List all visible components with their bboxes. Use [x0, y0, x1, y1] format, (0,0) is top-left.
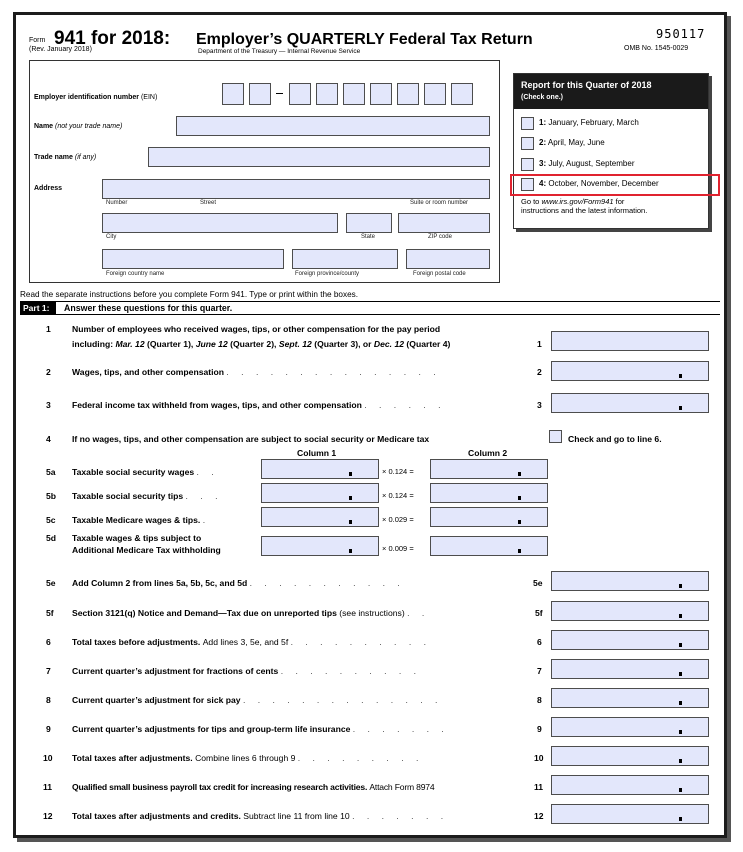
quarter-box-title: Report for this Quarter of 2018: [521, 80, 652, 90]
line-5a-text: Taxable social security wages . .: [72, 467, 219, 477]
ein-digit-5[interactable]: [343, 83, 365, 105]
line-1-ref: 1: [537, 339, 542, 349]
line-5b-column-2-field[interactable]: [430, 483, 548, 503]
line-5e-ref: 5e: [533, 578, 543, 588]
quarter-2-checkbox[interactable]: [521, 137, 534, 150]
line-9-text: Current quarter’s adjustments for tips and group-term life insurance . . . . . . .: [72, 724, 449, 734]
quarter-4-label: 4: October, November, December: [539, 179, 659, 188]
street-address-field[interactable]: [102, 179, 490, 199]
line-5f-ref: 5f: [535, 608, 543, 618]
line-5d-column-2-field[interactable]: [430, 536, 548, 556]
line-3-text: Federal income tax withheld from wages, tips, and other compensation . . . . . .: [72, 400, 446, 410]
line-12-ref: 12: [534, 811, 544, 821]
line-2-text: Wages, tips, and other compensation . . . . . . . . . . . . . . .: [72, 367, 441, 377]
line-5d-text-b: Additional Medicare Tax withholding: [72, 545, 221, 555]
ein-dash: [276, 93, 283, 94]
part1-rule-top: [20, 301, 720, 302]
line-3-field[interactable]: [551, 393, 709, 413]
address-label: Address: [34, 185, 63, 192]
line-9-ref: 9: [537, 724, 542, 734]
column-2-header: Column 2: [468, 448, 508, 458]
line-5b-number: 5b: [46, 491, 57, 501]
line-7-text: Current quarter’s adjustment for fractions of cents . . . . . . . . . .: [72, 666, 422, 676]
form-title: 941 for 2018:: [54, 28, 171, 49]
ein-digit-7[interactable]: [397, 83, 419, 105]
ein-digit-1[interactable]: [222, 83, 244, 105]
line-4-number: 4: [46, 434, 51, 444]
line-5d-column-1-field[interactable]: [261, 536, 379, 556]
identification-block: [29, 60, 500, 283]
line-6-number: 6: [46, 637, 51, 647]
foreign-country-field[interactable]: [102, 249, 284, 269]
department-line: Department of the Treasury — Internal Revenue Service: [198, 48, 361, 55]
form-941-page: [13, 12, 727, 838]
part1-title: Answer these questions for this quarter.: [64, 303, 233, 313]
rev-date: (Rev. January 2018): [29, 46, 92, 53]
line-6-text: Total taxes before adjustments. Add lines 3, 5e, and 5f . . . . . . . . . .: [72, 637, 431, 647]
line-3-ref: 3: [537, 400, 542, 410]
line-5a-rate: × 0.124 =: [382, 467, 414, 476]
line-8-text: Current quarter’s adjustment for sick pay . . . . . . . . . . . . . .: [72, 695, 443, 705]
ein-digit-6[interactable]: [370, 83, 392, 105]
foreign-postal-field[interactable]: [406, 249, 490, 269]
line-5b-column-1-field[interactable]: [261, 483, 379, 503]
line-12-number: 12: [43, 811, 53, 821]
ein-digit-2[interactable]: [249, 83, 271, 105]
foreign-country-caption: Foreign country name: [106, 271, 165, 277]
line-5d-number: 5d: [46, 533, 57, 543]
line-5f-number: 5f: [46, 608, 54, 618]
trade-name-label: Trade name (if any): [34, 154, 97, 161]
foreign-province-field[interactable]: [292, 249, 398, 269]
quarter-1-checkbox[interactable]: [521, 117, 534, 130]
line-5a-column-1-field[interactable]: [261, 459, 379, 479]
trade-name-field[interactable]: [148, 147, 490, 167]
suite-caption: Suite or room number: [410, 200, 469, 206]
ein-digit-4[interactable]: [316, 83, 338, 105]
quarter-4-highlight: [510, 174, 720, 196]
line-12-text: Total taxes after adjustments and credits. Subtract line 11 from line 10 . . . . . . .: [72, 811, 449, 821]
quarter-box-check-one: (Check one.): [521, 94, 564, 101]
ein-digit-8[interactable]: [424, 83, 446, 105]
line-7-field[interactable]: [551, 659, 709, 679]
state-caption: State: [361, 234, 376, 240]
line-7-number: 7: [46, 666, 51, 676]
line-10-text: Total taxes after adjustments. Combine lines 6 through 9 . . . . . . . . .: [72, 753, 424, 763]
quarter-2-label: 2: April, May, June: [539, 138, 605, 147]
quarter-box-instructions: Go to www.irs.gov/Form941 for instructions and the latest information.: [521, 197, 648, 215]
line-5c-column-2-field[interactable]: [430, 507, 548, 527]
line-5e-number: 5e: [46, 578, 56, 588]
line-5c-text: Taxable Medicare wages & tips. .: [72, 515, 211, 525]
city-caption: City: [106, 234, 117, 240]
form-prefix: Form: [29, 37, 46, 44]
omb-number: OMB No. 1545-0029: [624, 45, 689, 52]
line-12-field[interactable]: [551, 804, 709, 824]
ein-digit-9[interactable]: [451, 83, 473, 105]
quarter-selection-box: [513, 73, 709, 229]
line-5f-field[interactable]: [551, 601, 709, 621]
line-1-text-b: including: Mar. 12 (Quarter 1), June 12 (Quarter 2), Sept. 12 (Quarter 3), or Dec. 12 (Quarter 4): [72, 339, 451, 349]
part1-tag: Part 1:: [23, 303, 50, 313]
column-1-header: Column 1: [297, 448, 337, 458]
line-5c-rate: × 0.029 =: [382, 515, 414, 524]
name-field[interactable]: [176, 116, 490, 136]
ein-label: Employer identification number (EIN): [34, 94, 158, 101]
line-4-checkbox[interactable]: [549, 430, 562, 443]
line-5b-rate: × 0.124 =: [382, 491, 414, 500]
line-11-field[interactable]: [551, 775, 709, 795]
form-subtitle: Employer’s QUARTERLY Federal Tax Return: [196, 31, 533, 48]
part1-rule-bottom: [20, 314, 720, 315]
line-5f-text: Section 3121(q) Notice and Demand—Tax due on unreported tips (see instructions) . .: [72, 608, 430, 618]
line-11-text: Qualified small business payroll tax credit for increasing research activities. Attach Form 8974: [72, 782, 435, 792]
line-8-field[interactable]: [551, 688, 709, 708]
line-5b-text: Taxable social security tips . . .: [72, 491, 223, 501]
quarter-1-label: 1: January, February, March: [539, 118, 639, 127]
ein-digit-3[interactable]: [289, 83, 311, 105]
line-1-field[interactable]: [551, 331, 709, 351]
line-5d-text-a: Taxable wages & tips subject to: [72, 533, 202, 543]
quarter-3-label: 3: July, August, September: [539, 159, 635, 168]
line-10-field[interactable]: [551, 746, 709, 766]
line-7-ref: 7: [537, 666, 542, 676]
line-5c-column-1-field[interactable]: [261, 507, 379, 527]
foreign-province-caption: Foreign province/county: [295, 271, 360, 277]
line-5e-text: Add Column 2 from lines 5a, 5b, 5c, and 5d . . . . . . . . . . .: [72, 578, 405, 588]
line-8-ref: 8: [537, 695, 542, 705]
zip-field[interactable]: [398, 213, 490, 233]
street-caption: Street: [200, 200, 217, 206]
line-5e-field[interactable]: [551, 571, 709, 591]
line-2-number: 2: [46, 367, 51, 377]
foreign-postal-caption: Foreign postal code: [413, 271, 466, 277]
line-4-text: If no wages, tips, and other compensation are subject to social security or Medicare tax: [72, 434, 430, 444]
line-2-field[interactable]: [551, 361, 709, 381]
line-10-ref: 10: [534, 753, 544, 763]
instructions-line: Read the separate instructions before you complete Form 941. Type or print within the boxes.: [20, 290, 358, 299]
line-5d-rate: × 0.009 =: [382, 544, 414, 553]
line-6-ref: 6: [537, 637, 542, 647]
line-10-number: 10: [43, 753, 53, 763]
line-4-check-label: Check and go to line 6.: [568, 434, 662, 444]
form-code: 950117: [656, 27, 706, 41]
line-1-number: 1: [46, 324, 51, 334]
zip-caption: ZIP code: [428, 234, 452, 240]
line-8-number: 8: [46, 695, 51, 705]
city-field[interactable]: [102, 213, 338, 233]
line-5a-column-2-field[interactable]: [430, 459, 548, 479]
line-5c-number: 5c: [46, 515, 56, 525]
line-9-number: 9: [46, 724, 51, 734]
quarter-3-checkbox[interactable]: [521, 158, 534, 171]
number-caption: Number: [106, 200, 128, 206]
line-9-field[interactable]: [551, 717, 709, 737]
line-11-number: 11: [43, 782, 53, 792]
line-11-ref: 11: [534, 782, 544, 792]
name-label: Name (not your trade name): [34, 123, 123, 130]
line-2-ref: 2: [537, 367, 542, 377]
line-1-text-a: Number of employees who received wages, tips, or other compensation for the pay period: [72, 324, 441, 334]
line-5a-number: 5a: [46, 467, 56, 477]
line-3-number: 3: [46, 400, 51, 410]
state-field[interactable]: [346, 213, 392, 233]
line-6-field[interactable]: [551, 630, 709, 650]
